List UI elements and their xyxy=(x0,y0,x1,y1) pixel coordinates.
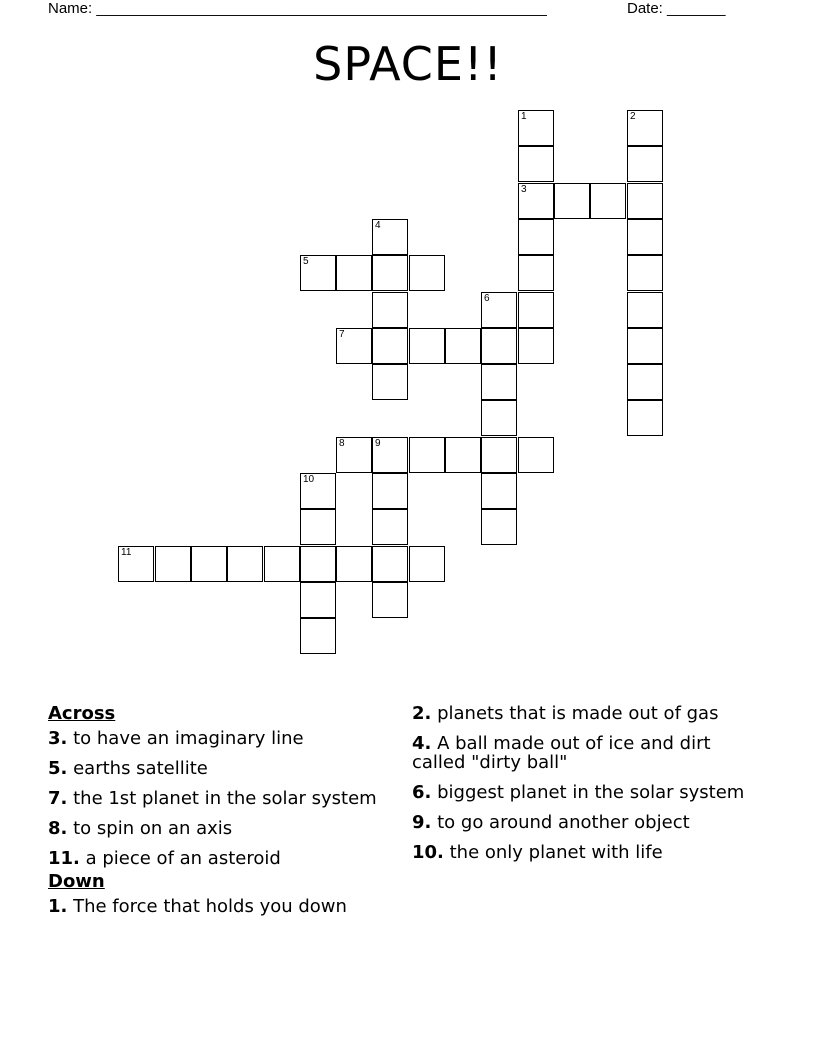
crossword-cell[interactable] xyxy=(191,546,227,582)
clues-left-column xyxy=(48,704,398,927)
crossword-cell[interactable] xyxy=(264,546,300,582)
clue-across-11: 11. a piece of an asteroid xyxy=(48,848,281,869)
crossword-cell[interactable] xyxy=(300,582,336,618)
crossword-cell[interactable] xyxy=(481,292,517,328)
clue-number: 9 xyxy=(375,438,381,449)
crossword-cell[interactable] xyxy=(445,328,481,364)
crossword-cell[interactable] xyxy=(590,183,626,219)
clues-right-column xyxy=(412,704,757,873)
crossword-cell[interactable] xyxy=(627,400,663,436)
crossword-cell[interactable] xyxy=(372,582,408,618)
clue-number: 8 xyxy=(339,438,345,449)
crossword-cell[interactable] xyxy=(518,292,554,328)
clue-across-5: 5. earths satellite xyxy=(48,758,208,779)
clue-across-8: 8. to spin on an axis xyxy=(48,818,233,839)
crossword-cell[interactable] xyxy=(372,328,408,364)
crossword-cell[interactable] xyxy=(481,400,517,436)
crossword-cell[interactable] xyxy=(518,183,554,219)
crossword-cell[interactable] xyxy=(336,328,372,364)
crossword-cell[interactable] xyxy=(481,364,517,400)
crossword-cell[interactable] xyxy=(409,255,445,291)
crossword-cell[interactable] xyxy=(445,437,481,473)
crossword-cell[interactable] xyxy=(300,255,336,291)
crossword-cell[interactable] xyxy=(627,110,663,146)
crossword-cell[interactable] xyxy=(372,473,408,509)
crossword-cell[interactable] xyxy=(372,437,408,473)
clue-number: 1 xyxy=(521,111,527,122)
crossword-cell[interactable] xyxy=(518,146,554,182)
crossword-cell[interactable] xyxy=(518,110,554,146)
crossword-cell[interactable] xyxy=(627,328,663,364)
date-field-label: Date: _______ xyxy=(627,0,726,17)
crossword-cell[interactable] xyxy=(627,255,663,291)
crossword-cell[interactable] xyxy=(481,473,517,509)
clue-across-7: 7. the 1st planet in the solar system xyxy=(48,788,377,809)
crossword-cell[interactable] xyxy=(300,546,336,582)
clue-number: 3 xyxy=(521,184,527,195)
crossword-cell[interactable] xyxy=(336,546,372,582)
crossword-cell[interactable] xyxy=(155,546,191,582)
crossword-cell[interactable] xyxy=(336,255,372,291)
crossword-cell[interactable] xyxy=(372,292,408,328)
clue-down-10: 10. the only planet with life xyxy=(412,842,663,863)
crossword-cell[interactable] xyxy=(118,546,154,582)
clue-number: 6 xyxy=(484,293,490,304)
crossword-cell[interactable] xyxy=(481,437,517,473)
clue-number: 4 xyxy=(375,220,381,231)
crossword-cell[interactable] xyxy=(372,255,408,291)
crossword-cell[interactable] xyxy=(627,183,663,219)
crossword-cell[interactable] xyxy=(372,546,408,582)
crossword-cell[interactable] xyxy=(518,219,554,255)
across-heading: Across xyxy=(48,703,116,724)
crossword-cell[interactable] xyxy=(627,292,663,328)
crossword-cell[interactable] xyxy=(518,328,554,364)
crossword-cell[interactable] xyxy=(554,183,590,219)
crossword-cell[interactable] xyxy=(300,509,336,545)
crossword-cell[interactable] xyxy=(409,437,445,473)
clue-number: 10 xyxy=(303,474,315,485)
crossword-cell[interactable] xyxy=(409,328,445,364)
crossword-cell[interactable] xyxy=(627,219,663,255)
name-field-label: Name: ______________________________________________________ xyxy=(48,0,547,17)
crossword-cell[interactable] xyxy=(300,618,336,654)
clue-number: 7 xyxy=(339,329,345,340)
clue-down-6: 6. biggest planet in the solar system xyxy=(412,782,745,803)
page-title: SPACE!! xyxy=(313,37,503,91)
crossword-cell[interactable] xyxy=(627,146,663,182)
clue-down-2: 2. planets that is made out of gas xyxy=(412,703,719,724)
crossword-cell[interactable] xyxy=(372,219,408,255)
clue-down-9: 9. to go around another object xyxy=(412,812,690,833)
down-heading: Down xyxy=(48,871,105,892)
crossword-cell[interactable] xyxy=(627,364,663,400)
crossword-cell[interactable] xyxy=(372,364,408,400)
crossword-cell[interactable] xyxy=(518,255,554,291)
crossword-cell[interactable] xyxy=(372,509,408,545)
clue-down-1: 1. The force that holds you down xyxy=(48,896,347,917)
crossword-cell[interactable] xyxy=(481,328,517,364)
clue-across-3: 3. to have an imaginary line xyxy=(48,728,304,749)
clue-number: 11 xyxy=(121,547,132,558)
crossword-cell[interactable] xyxy=(336,437,372,473)
crossword-cell[interactable] xyxy=(300,473,336,509)
crossword-cell[interactable] xyxy=(227,546,263,582)
clue-down-4: 4. A ball made out of ice and dirt called "dirty ball" xyxy=(412,733,711,773)
clue-number: 2 xyxy=(630,111,636,122)
crossword-cell[interactable] xyxy=(481,509,517,545)
crossword-cell[interactable] xyxy=(518,437,554,473)
crossword-cell[interactable] xyxy=(409,546,445,582)
clue-number: 5 xyxy=(303,256,309,267)
